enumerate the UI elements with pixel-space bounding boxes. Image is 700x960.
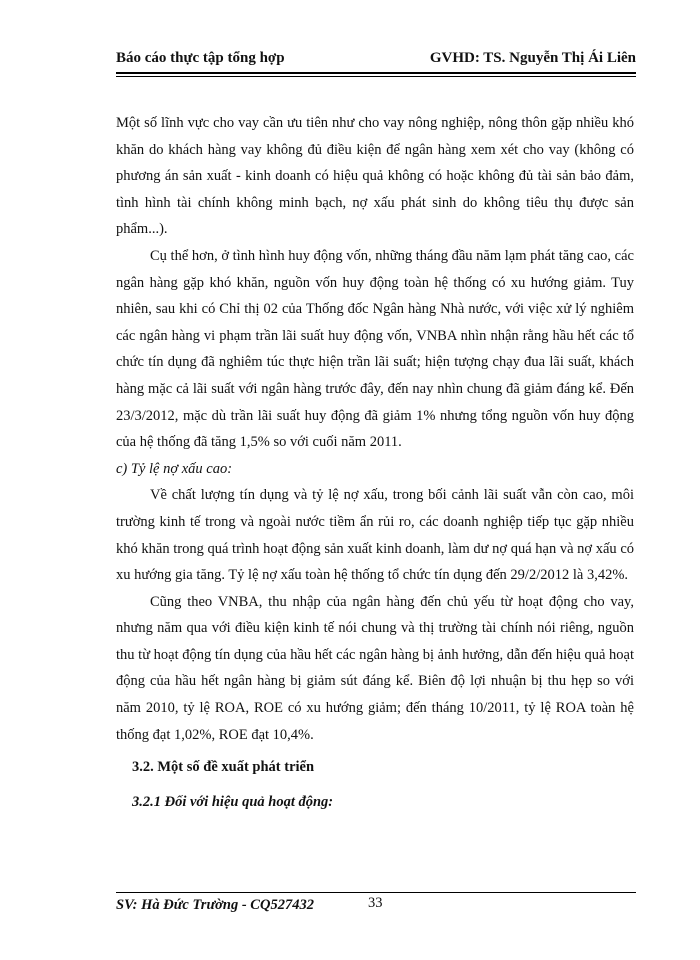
subsection-heading-efficiency: 3.2.1 Đối với hiệu quả hoạt động: [132,793,334,810]
paragraph-capital-mobilization: Cụ thể hơn, ở tình hình huy động vốn, những tháng đầu năm lạm phát tăng cao, các ngân hàng gặp khó khăn, nguồn vốn huy động toàn hệ thống có xu hướng giảm. Tuy nhiên, sau khi có Chỉ thị 02 của Thống đốc Ngân hàng Nhà nước, với việc xử lý nghiêm các ngân hàng vi phạm trần lãi suất huy động vốn, VNBA nhìn nhận rằng hầu hết các tổ chức tín dụng đã nghiêm túc thực hiện trần lãi suất; hiện tượng chạy đua lãi suất, khách hàng mặc cả lãi suất với ngân hàng trước đây, đến nay nhìn chung đã giảm đáng kể. Đến 23/3/2012, mặc dù trần lãi suất huy động đã giảm 1% nhưng tổng nguồn vốn huy động của hệ thống đã tăng 1,5% so với cuối năm 2011. [116,247,634,451]
document-body [116,110,634,815]
student-info: SV: Hà Đức Trường - CQ527432 [116,897,314,913]
section-heading-proposals: 3.2. Một số đề xuất phát triển [132,759,315,776]
paragraph-credit-quality: Về chất lượng tín dụng và tỷ lệ nợ xấu, trong bối cảnh lãi suất vẫn còn cao, môi trường kinh tế trong và ngoài nước tiềm ẩn rủi ro, các doanh nghiệp tiếp tục gặp nhiều khó khăn trong quá trình hoạt động sản xuất kinh doanh, làm dư nợ quá hạn và nợ xấu có xu hướng gia tăng. Tỷ lệ nợ xấu toàn hệ thống tổ chức tín dụng đến 29/2/2012 là 3,42%. [116,487,634,584]
page-header [116,50,636,72]
paragraph-bank-income: Cũng theo VNBA, thu nhập của ngân hàng đến chủ yếu từ hoạt động cho vay, nhưng năm qua với điều kiện kinh tế nói chung và thị trường tài chính nói riêng, nguồn thu từ hoạt động tín dụng của hầu hết các ngân hàng bị ảnh hưởng, dẫn đến hiệu quả hoạt động của hầu hết ngân hàng bị giảm sút đáng kể. Biên độ lợi nhuận bị thu hẹp so với năm 2010, tỷ lệ ROA, ROE có xu hướng giảm; đến tháng 10/2011, tỷ lệ ROA toàn hệ thống đạt 1,02%, ROE đạt 10,4%. [116,593,634,743]
page-number: 33 [368,895,383,911]
header-rule [116,72,636,74]
header-rule-thin [116,76,636,77]
subheading-bad-debt: c) Tỷ lệ nợ xấu cao: [116,460,233,477]
supervisor-name: GVHD: TS. Nguyễn Thị Ái Liên [429,50,636,66]
footer-rule [116,892,636,893]
paragraph-lending-sectors: Một số lĩnh vực cho vay cần ưu tiên như cho vay nông nghiệp, nông thôn gặp nhiều khó khăn do khách hàng vay không đủ điều kiện để ngân hàng xem xét cho vay (không có phương án sản xuất - kinh doanh có hiệu quả không có hoặc không đủ tài sản bảo đảm, tình hình tài chính không minh bạch, nợ xấu phát sinh do không tiêu thụ được sản phẩm...). [116,115,634,238]
report-title: Báo cáo thực tập tổng hợp [116,50,285,66]
